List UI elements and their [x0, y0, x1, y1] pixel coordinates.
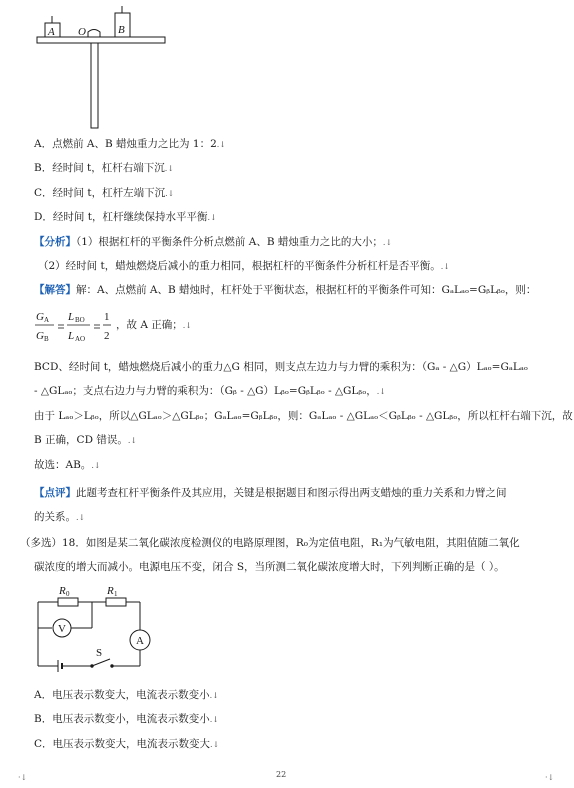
comment-line-2: 的关系。.↓ — [34, 511, 86, 523]
lever-bar — [37, 37, 165, 43]
question-18-line-1: （多选）18．如图是某二氧化碳浓度检测仪的电路原理图，R₀为定值电阻，R₁为气敏电阻，其阻值随二氧化 — [20, 537, 520, 549]
solution-line-2: BCD、经时间 t，蜡烛燃烧后减小的重力△G 相同，则支点左边力与力臂的乘积为：（Gₐ - △G）Lₐₒ=GₐLₐₒ — [34, 361, 528, 373]
svg-text:A: A — [136, 635, 144, 647]
svg-text:BO: BO — [75, 316, 85, 324]
svg-text:AO: AO — [75, 335, 86, 343]
analysis-tag: 【分析】 — [34, 236, 76, 248]
svg-text:B: B — [44, 335, 49, 343]
svg-text:L: L — [68, 330, 75, 342]
svg-text:S: S — [96, 647, 103, 659]
circuit-diagram — [0, 580, 574, 680]
option-d1: D．经时间 t，杠杆继续保持水平平衡.↓ — [34, 211, 217, 223]
solution-frac-after: ，故 A 正确；.↓ — [116, 319, 193, 331]
switch-s — [92, 659, 110, 666]
resistor-r0 — [58, 598, 78, 606]
svg-text:R: R — [107, 585, 114, 597]
option-a1: A．点燃前 A、B 蜡烛重力之比为 1：2.↓ — [34, 138, 227, 150]
label-o: O — [78, 26, 86, 38]
label-a: A — [48, 26, 55, 38]
solution-line-4: 由于 Lₐₒ＞Lᵦₒ，所以△GLₐₒ＞△GLᵦₒ；GₐLₐₒ=GᵦLᵦₒ，则：GₐLₐₒ - △GLₐₒ＜GᵦLᵦₒ - △GLᵦₒ，所以杠杆右端下沉，故 — [34, 410, 573, 422]
analysis-line-2: （2）经时间 t，蜡烛燃烧后减小的重力相同，根据杠杆的平衡条件分析杠杆是否平衡。.↓ — [38, 260, 450, 272]
page-number: 22 — [276, 770, 287, 779]
solution-tag: 【解答】 — [34, 284, 76, 296]
solution-line-5: B 正确，CD 错误。.↓ — [34, 434, 138, 446]
svg-text:2: 2 — [104, 330, 110, 342]
lever-figure — [0, 0, 574, 130]
svg-text:A: A — [44, 316, 50, 324]
svg-text:G: G — [36, 311, 44, 323]
svg-text:G: G — [36, 330, 44, 342]
analysis-line-1: 【分析】（1）根据杠杆的平衡条件分析点燃前 A、B 蜡烛重力之比的大小；.↓ — [34, 236, 393, 248]
corner-mark-right: ·↓ — [545, 773, 555, 782]
option-c1: C．经时间 t，杠杆左端下沉.↓ — [34, 187, 175, 199]
resistor-r1 — [106, 598, 126, 606]
svg-text:0: 0 — [66, 590, 70, 598]
option-b2: B．电压表示数变小，电流表示数变小.↓ — [34, 713, 219, 725]
solution-line-3: - △GLₐₒ；支点右边力与力臂的乘积为：（Gᵦ - △G）Lᵦₒ=GᵦLᵦₒ - △GLᵦₒ，.↓ — [34, 385, 387, 397]
solution-answer: 故选：AB。.↓ — [34, 459, 101, 471]
svg-text:V: V — [58, 623, 66, 635]
comment-line-1: 【点评】此题考查杠杆平衡条件及其应用，关键是根据题目和图示得出两支蜡烛的重力关系和力臂之间 — [34, 487, 507, 499]
svg-text:R: R — [59, 585, 66, 597]
svg-text:1: 1 — [104, 311, 110, 323]
comment-tag: 【点评】 — [34, 487, 76, 499]
label-b: B — [118, 24, 125, 36]
corner-mark-left: ·↓ — [18, 773, 28, 782]
lever-diagram — [37, 6, 165, 128]
option-a2: A．电压表示数变大，电流表示数变小.↓ — [34, 689, 219, 701]
lever-stand — [91, 43, 98, 128]
svg-text:L: L — [68, 311, 75, 323]
svg-text:1: 1 — [114, 590, 118, 598]
option-b1: B．经时间 t，杠杆右端下沉.↓ — [34, 162, 175, 174]
solution-line-1: 【解答】解：A、点燃前 A、B 蜡烛时，杠杆处于平衡状态，根据杠杆的平衡条件可知：GₐLₐₒ=GᵦLᵦₒ，则： — [34, 284, 537, 296]
option-c2: C．电压表示数变大，电流表示数变大.↓ — [34, 738, 220, 750]
fulcrum-mark — [88, 30, 100, 38]
question-18-line-2: 碳浓度的增大而减小。电源电压不变，闭合 S，当所测二氧化碳浓度增大时，下列判断正确的是（ ）。 — [34, 561, 505, 573]
